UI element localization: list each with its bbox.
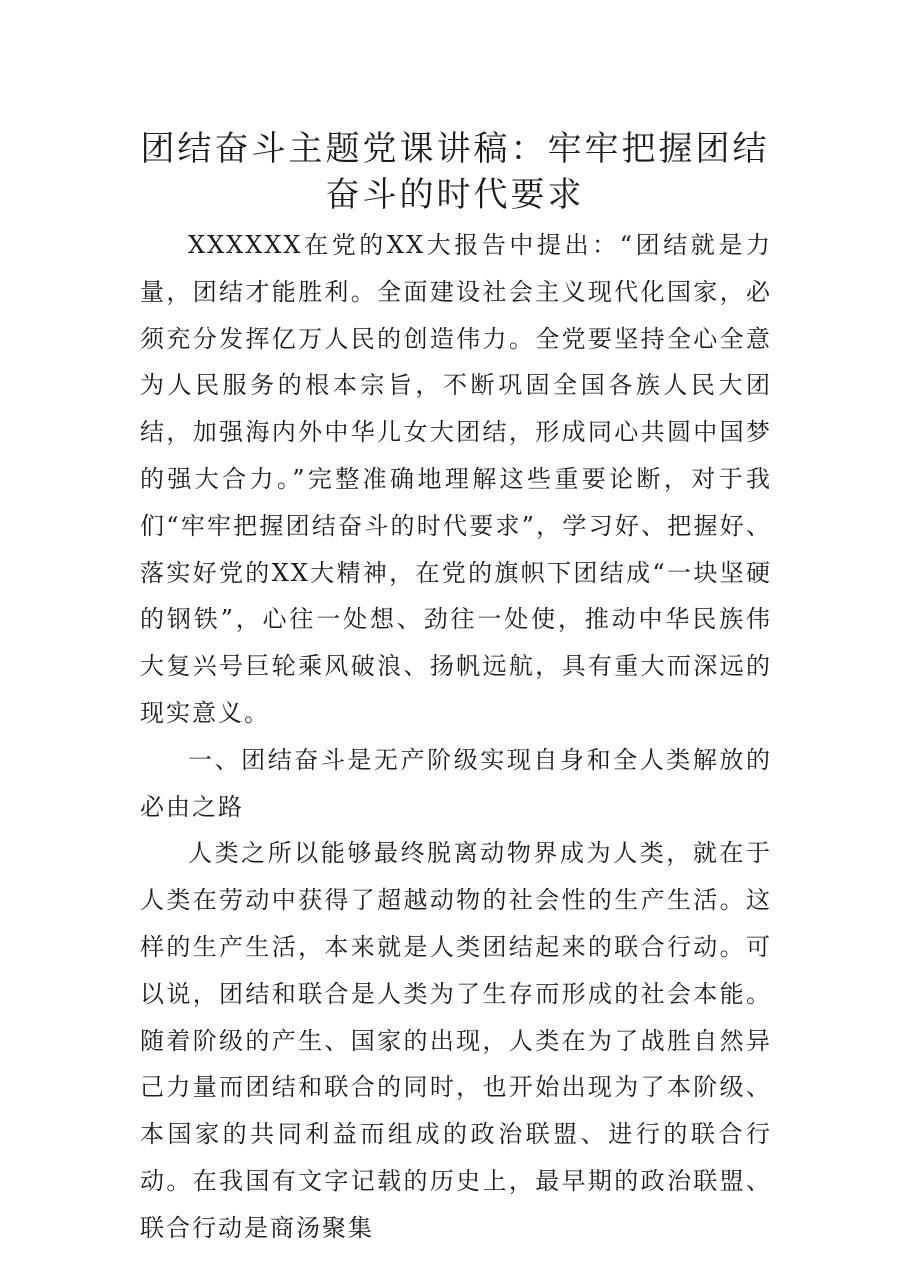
document-body <box>140 222 772 1252</box>
paragraph-intro: XXXXXX在党的XX大报告中提出：“团结就是力量，团结才能胜利。全面建设社会主义现代化国家，必须充分发挥亿万人民的创造伟力。全党要坚持全心全意为人民服务的根本宗旨，不断巩固全国各族人民大团结，加强海内外中华儿女大团结，形成同心共圆中国梦的强大合力。”完整准确地理解这些重要论断，对于我们“牢牢把握团结奋斗的时代要求”，学习好、把握好、落实好党的XX大精神，在党的旗帜下团结成“一块坚硬的钢铁”，心往一处想、劲往一处使，推动中华民族伟大复兴号巨轮乘风破浪、扬帆远航，具有重大而深远的现实意义。 <box>140 231 772 727</box>
document-title: 团结奋斗主题党课讲稿：牢牢把握团结奋斗的时代要求 <box>140 129 770 215</box>
section-heading-1: 一、团结奋斗是无产阶级实现自身和全人类解放的必由之路 <box>140 745 772 821</box>
paragraph-section-1: 人类之所以能够最终脱离动物界成为人类，就在于人类在劳动中获得了超越动物的社会性的生产生活。这样的生产生活，本来就是人类团结起来的联合行动。可以说，团结和联合是人类为了生存而形成的社会本能。随着阶级的产生、国家的出现，人类在为了战胜自然异己力量而团结和联合的同时，也开始出现为了本阶级、本国家的共同利益而组成的政治联盟、进行的联合行动。在我国有文字记载的历史上，最早期的政治联盟、联合行动是商汤聚集 <box>140 839 772 1242</box>
